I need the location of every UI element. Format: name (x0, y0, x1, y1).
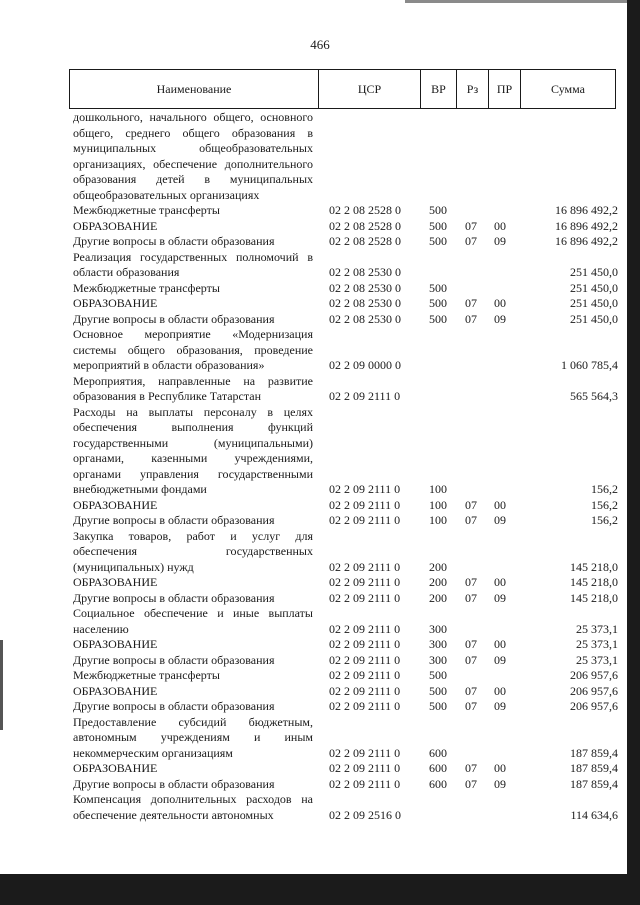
table-row (73, 792, 618, 823)
row-name: ОБРАЗОВАНИЕ (73, 575, 158, 589)
row-csr: 02 2 09 2111 0 (329, 776, 401, 791)
table-row (73, 498, 618, 514)
row-vr: 600 (429, 776, 447, 791)
table-row (73, 296, 618, 312)
row-csr: 02 2 09 2111 0 (329, 652, 401, 667)
table-row (73, 529, 618, 576)
row-pr: 00 (494, 218, 506, 233)
row-csr: 02 2 09 2111 0 (329, 513, 401, 527)
row-csr: 02 2 09 2111 0 (329, 668, 401, 682)
row-csr: 02 2 09 0000 0 (329, 358, 401, 372)
row-vr: 500 (429, 234, 447, 248)
row-rz: 07 (465, 637, 477, 651)
row-name: ОБРАЗОВАНИЕ (73, 497, 158, 512)
table-row (73, 699, 618, 715)
row-name: ОБРАЗОВАНИЕ (73, 218, 158, 233)
row-name: ОБРАЗОВАНИЕ (73, 637, 158, 651)
row-rz: 07 (465, 652, 477, 667)
table-row (73, 653, 618, 669)
row-pr: 00 (494, 575, 506, 589)
table-body (73, 110, 618, 823)
header-rz: Рз (457, 70, 489, 108)
row-name: Другие вопросы в области образования (73, 234, 275, 248)
header-name: Наименование (70, 70, 319, 108)
row-vr: 100 (429, 482, 447, 496)
row-pr: 09 (494, 590, 506, 605)
row-vr: 200 (429, 559, 447, 574)
row-name: Основное мероприятие «Модернизация системы общего образования, проведение мероприятий в области образования» (73, 327, 313, 372)
row-pr: 09 (494, 776, 506, 791)
row-sum: 251 450,0 (570, 265, 618, 279)
row-sum: 206 957,6 (570, 699, 618, 713)
row-rz: 07 (465, 776, 477, 791)
row-vr: 300 (429, 637, 447, 651)
row-vr: 500 (429, 311, 447, 326)
table-row (73, 715, 618, 762)
row-name: ОБРАЗОВАНИЕ (73, 296, 158, 310)
row-rz: 07 (465, 699, 477, 713)
row-name: Компенсация дополнительных расходов на обеспечение деятельности автономных (73, 792, 313, 822)
row-pr: 09 (494, 311, 506, 326)
row-sum: 16 896 492,2 (555, 203, 618, 217)
row-rz: 07 (465, 296, 477, 310)
row-csr: 02 2 09 2111 0 (329, 699, 401, 713)
row-csr: 02 2 08 2528 0 (329, 234, 401, 248)
row-rz: 07 (465, 575, 477, 589)
row-csr: 02 2 08 2528 0 (329, 203, 401, 217)
row-name: дошкольного, начального общего, основного общего, среднего общего образования в муниципальных общеобразовательных организациях, обеспечение дополнительного образования детей в муниципальных общеобразовательных организациях (73, 110, 313, 202)
row-rz: 07 (465, 513, 477, 527)
row-csr: 02 2 09 2111 0 (329, 497, 401, 512)
row-vr: 300 (429, 652, 447, 667)
table-row (73, 777, 618, 793)
table-row (73, 250, 618, 281)
row-sum: 206 957,6 (570, 668, 618, 682)
row-csr: 02 2 08 2530 0 (329, 296, 401, 310)
row-sum: 187 859,4 (570, 776, 618, 791)
row-vr: 500 (429, 296, 447, 310)
table-row (73, 110, 618, 203)
row-name: Расходы на выплаты персоналу в целях обеспечения выполнения функций государственными (муниципальными) органами, казенными учреждениями, органами управления государственными внебюджетными фондами (73, 404, 313, 496)
page-number: 466 (310, 37, 330, 52)
row-name: Другие вопросы в области образования (73, 311, 275, 326)
row-pr: 00 (494, 761, 506, 775)
scan-left-mark (0, 640, 3, 730)
row-name: Другие вопросы в области образования (73, 776, 275, 791)
row-rz: 07 (465, 590, 477, 605)
row-pr: 09 (494, 234, 506, 248)
header-csr: ЦСР (319, 70, 421, 108)
row-pr: 09 (494, 652, 506, 667)
table-row (73, 606, 618, 637)
table-row (73, 513, 618, 529)
row-sum: 187 859,4 (570, 745, 618, 760)
row-vr: 600 (429, 761, 447, 775)
row-csr: 02 2 09 2111 0 (329, 482, 401, 496)
row-sum: 25 373,1 (576, 652, 618, 667)
row-csr: 02 2 09 2111 0 (329, 761, 401, 775)
row-sum: 187 859,4 (570, 761, 618, 775)
row-vr: 200 (429, 590, 447, 605)
row-csr: 02 2 09 2111 0 (329, 575, 401, 589)
row-sum: 25 373,1 (576, 621, 618, 636)
row-csr: 02 2 09 2111 0 (329, 637, 401, 651)
table-row (73, 203, 618, 219)
row-rz: 07 (465, 761, 477, 775)
row-sum: 156,2 (591, 513, 618, 527)
row-vr: 500 (429, 668, 447, 682)
table-row (73, 405, 618, 498)
row-name: Мероприятия, направленные на развитие образования в Республике Татарстан (73, 373, 313, 403)
row-vr: 500 (429, 699, 447, 713)
row-name: Другие вопросы в области образования (73, 699, 275, 713)
row-name: Предоставление субсидий бюджетным, автономным учреждениям и иным некоммерческим организациям (73, 714, 313, 760)
scan-top-rule (405, 0, 640, 3)
table-row (73, 374, 618, 405)
row-csr: 02 2 09 2111 0 (329, 590, 401, 605)
row-vr: 300 (429, 621, 447, 636)
row-vr: 100 (429, 497, 447, 512)
row-rz: 07 (465, 234, 477, 248)
row-csr: 02 2 09 2516 0 (329, 807, 401, 822)
row-sum: 145 218,0 (570, 575, 618, 589)
table-row (73, 637, 618, 653)
row-csr: 02 2 08 2530 0 (329, 265, 401, 279)
row-sum: 114 634,6 (570, 807, 618, 822)
table-row (73, 684, 618, 700)
row-vr: 600 (429, 745, 447, 760)
table-row (73, 591, 618, 607)
header-sum: Сумма (551, 82, 585, 96)
row-sum: 206 957,6 (570, 683, 618, 698)
row-csr: 02 2 09 2111 0 (329, 683, 401, 698)
row-vr: 500 (429, 683, 447, 698)
row-name: Закупка товаров, работ и услуг для обеспечения государственных (муниципальных) нужд (73, 528, 313, 574)
table-row (73, 281, 618, 297)
row-sum: 565 564,3 (570, 389, 618, 403)
row-sum: 251 450,0 (570, 280, 618, 295)
table-row (73, 327, 618, 374)
row-vr: 100 (429, 513, 447, 527)
row-csr: 02 2 08 2530 0 (329, 280, 401, 295)
row-rz: 07 (465, 497, 477, 512)
row-rz: 07 (465, 683, 477, 698)
row-vr: 500 (429, 218, 447, 233)
row-pr: 00 (494, 637, 506, 651)
row-name: ОБРАЗОВАНИЕ (73, 761, 158, 775)
row-csr: 02 2 08 2530 0 (329, 311, 401, 326)
row-rz: 07 (465, 218, 477, 233)
table-row (73, 219, 618, 235)
row-name: Другие вопросы в области образования (73, 513, 275, 527)
header-vr: ВР (421, 70, 457, 108)
row-name: Реализация государственных полномочий в области образования (73, 249, 313, 279)
row-pr: 00 (494, 683, 506, 698)
row-rz: 07 (465, 311, 477, 326)
table-row (73, 575, 618, 591)
row-csr: 02 2 08 2528 0 (329, 218, 401, 233)
row-csr: 02 2 09 2111 0 (329, 389, 401, 403)
row-name: ОБРАЗОВАНИЕ (73, 683, 158, 698)
row-csr: 02 2 09 2111 0 (329, 559, 401, 574)
row-sum: 251 450,0 (570, 296, 618, 310)
row-sum: 145 218,0 (570, 590, 618, 605)
row-vr: 500 (429, 280, 447, 295)
header-pr: ПР (489, 70, 521, 108)
row-name: Межбюджетные трансферты (73, 280, 220, 295)
table-row (73, 312, 618, 328)
row-sum: 16 896 492,2 (555, 234, 618, 248)
table-row (73, 761, 618, 777)
row-sum: 156,2 (591, 497, 618, 512)
row-sum: 16 896 492,2 (555, 218, 618, 233)
row-sum: 251 450,0 (570, 311, 618, 326)
scan-bottom-edge (0, 874, 640, 905)
row-pr: 00 (494, 296, 506, 310)
row-name: Другие вопросы в области образования (73, 652, 275, 667)
row-name: Межбюджетные трансферты (73, 668, 220, 682)
row-sum: 156,2 (591, 482, 618, 496)
row-vr: 500 (429, 203, 447, 217)
row-pr: 09 (494, 513, 506, 527)
row-name: Межбюджетные трансферты (73, 203, 220, 217)
row-pr: 00 (494, 497, 506, 512)
table-row (73, 668, 618, 684)
row-vr: 200 (429, 575, 447, 589)
row-sum: 25 373,1 (576, 637, 618, 651)
row-sum: 1 060 785,4 (561, 358, 618, 372)
row-name: Социальное обеспечение и иные выплаты населению (73, 606, 313, 636)
table-header (69, 69, 616, 109)
row-csr: 02 2 09 2111 0 (329, 621, 401, 636)
scan-right-edge (627, 0, 640, 905)
row-csr: 02 2 09 2111 0 (329, 745, 401, 760)
row-pr: 09 (494, 699, 506, 713)
row-name: Другие вопросы в области образования (73, 590, 275, 605)
row-sum: 145 218,0 (570, 559, 618, 574)
table-row (73, 234, 618, 250)
